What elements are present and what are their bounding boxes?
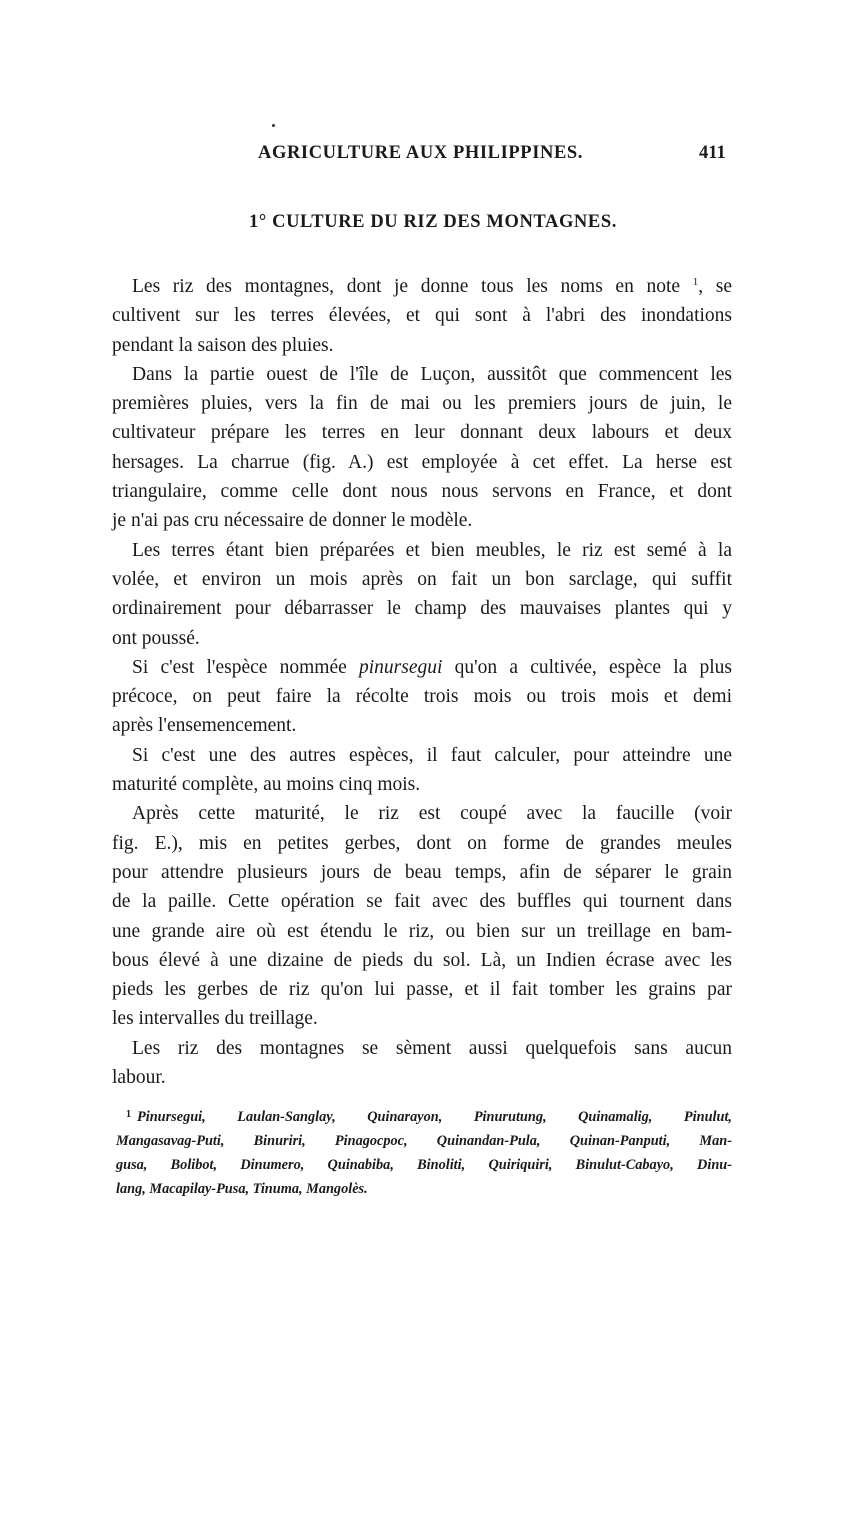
text-line: précoce, on peut faire la récolte trois mois ou trois mois et demi xyxy=(112,686,732,708)
page-number: 411 xyxy=(699,143,726,163)
text-line: cultivent sur les terres élevées, et qui sont à l'abri des inondations xyxy=(112,305,732,327)
text-line: les intervalles du treillage. xyxy=(112,1008,318,1030)
text-line: volée, et environ un mois après on fait un bon sarclage, qui suffit xyxy=(112,568,732,590)
text-line: labour. xyxy=(112,1067,166,1089)
running-title: AGRICULTURE AUX PHILIPPINES. xyxy=(258,143,584,163)
text-line: pendant la saison des pluies. xyxy=(112,334,334,356)
text-line: Les riz des montagnes se sèment aussi quelquefois sans aucun xyxy=(132,1037,732,1059)
line-text: Les riz des montagnes, dont je donne tous les noms en note xyxy=(132,276,681,297)
text-line xyxy=(112,653,732,682)
text-line: pour attendre plusieurs jours de beau temps, afin de séparer le grain xyxy=(112,861,732,883)
text-line: Si c'est une des autres espèces, il faut calculer, pour atteindre une xyxy=(132,744,732,766)
text-line: de la paille. Cette opération se fait avec des buffles qui tournent dans xyxy=(112,891,732,913)
text-line: fig. E.), mis en petites gerbes, dont on forme de grandes meules xyxy=(112,832,732,854)
text-line: cultivateur prépare les terres en leur donnant deux labours et deux xyxy=(112,422,732,444)
line-text: qu'on a cultivée, espèce la plus xyxy=(454,656,732,678)
section-heading xyxy=(0,212,856,233)
text-line: ont poussé. xyxy=(112,627,200,649)
footnote xyxy=(116,1103,732,1201)
footnote-mark: 1 xyxy=(126,1109,131,1120)
section-title-text: CULTURE DU RIZ DES MONTAGNES. xyxy=(272,212,617,232)
line-text: , se xyxy=(698,276,733,297)
text-line: une grande aire où est étendu le riz, ou bien sur un treillage en bam- xyxy=(112,920,732,942)
text-line: triangulaire, comme celle dont nous nous servons en France, et dont xyxy=(112,481,732,503)
footnote-reference[interactable]: 1 xyxy=(692,276,699,288)
line-text: Si c'est l'espèce nommée xyxy=(132,656,347,678)
paragraph xyxy=(112,799,732,1033)
paragraph xyxy=(112,536,732,653)
text-line: Dans la partie ouest de l'île de Luçon, aussitôt que commencent les xyxy=(132,363,732,385)
text-line: Les terres étant bien préparées et bien meubles, le riz est semé à la xyxy=(132,539,732,561)
text-line: maturité complète, au moins cinq mois. xyxy=(112,774,421,796)
footnote-line: Mangasavag-Puti, Binuriri, Pinagocpoc, Quinandan-Pula, Quinan-Panputi, Man- xyxy=(116,1133,732,1149)
paragraph xyxy=(112,268,732,360)
text-line: après l'ensemencement. xyxy=(112,715,297,737)
footnote-line xyxy=(116,1103,732,1129)
text-line: Après cette maturité, le riz est coupé avec la faucille (voir xyxy=(132,803,732,825)
paragraph xyxy=(112,360,732,536)
text-line: je n'ai pas cru nécessaire de donner le modèle. xyxy=(112,510,473,532)
paragraph xyxy=(112,741,732,800)
text-line xyxy=(112,268,732,301)
text-line: ordinairement pour débarrasser le champ des mauvaises plantes qui y xyxy=(112,598,732,620)
print-speck xyxy=(272,124,275,127)
body-text xyxy=(112,268,732,1092)
text-line: premières pluies, vers la fin de mai ou les premiers jours de juin, le xyxy=(112,393,732,415)
footnote-line: lang, Macapilay-Pusa, Tinuma, Mangolès. xyxy=(116,1181,368,1197)
footnote-line: gusa, Bolibot, Dinumero, Quinabiba, Binoliti, Quiriquiri, Binulut-Cabayo, Dinu- xyxy=(116,1157,732,1173)
text-line: bous élevé à une dizaine de pieds du sol. Là, un Indien écrase avec les xyxy=(112,949,732,971)
line-text: Pinursegui, Laulan-Sanglay, Quinarayon, Pinurutung, Quinamalig, Pinulut, xyxy=(137,1109,732,1125)
paragraph xyxy=(112,653,732,741)
species-name: pinursegui xyxy=(358,656,443,678)
text-line: hersages. La charrue (fig. A.) est employée à cet effet. La herse est xyxy=(112,451,732,473)
section-number: 1° xyxy=(249,212,267,232)
text-line: pieds les gerbes de riz qu'on lui passe, et il fait tomber les grains par xyxy=(112,979,732,1001)
paragraph xyxy=(112,1034,732,1093)
